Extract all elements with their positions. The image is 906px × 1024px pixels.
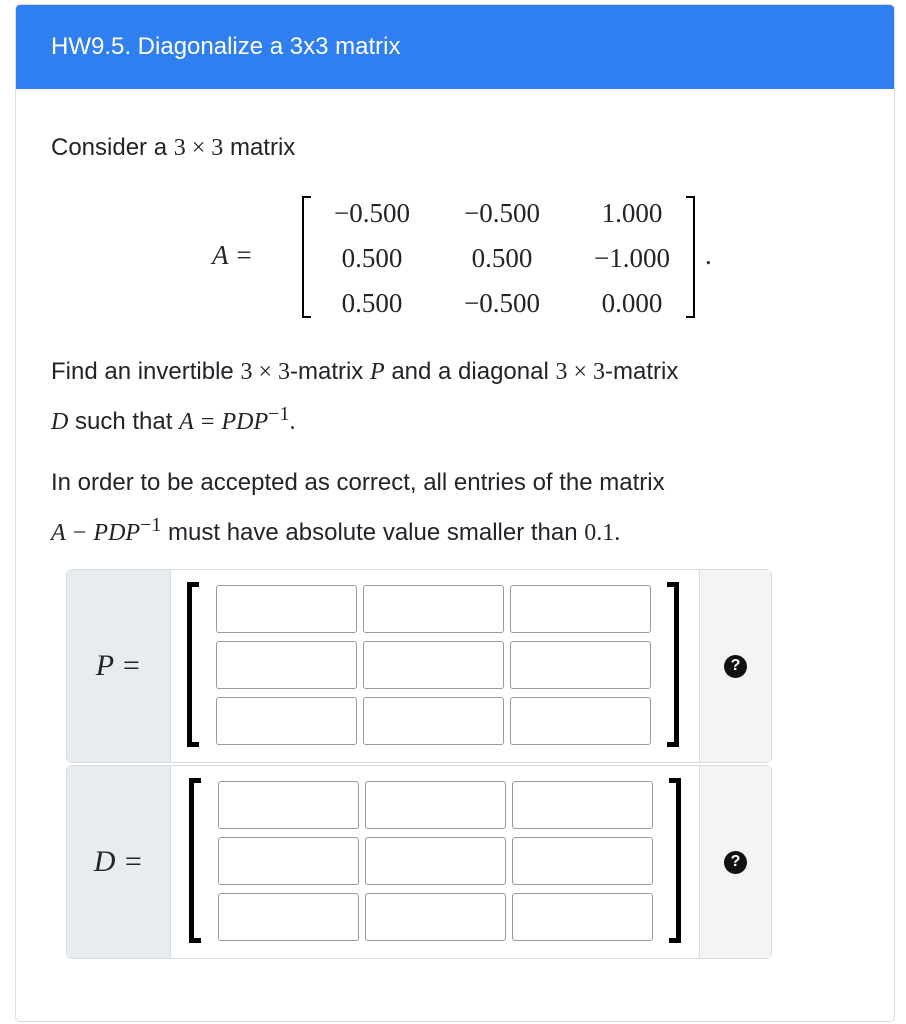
- answer-P-cell-2-2[interactable]: [363, 641, 504, 689]
- matrix-A-cell: −1.000: [594, 243, 670, 273]
- answer-P-label: P =: [67, 570, 171, 762]
- answer-D-cell-2-3[interactable]: [512, 837, 653, 885]
- question-title: HW9.5. Diagonalize a 3x3 matrix: [51, 33, 401, 60]
- answer-P-cell-3-3[interactable]: [510, 697, 651, 745]
- answer-D-help: [699, 766, 771, 958]
- answer-P-cell-2-3[interactable]: [510, 641, 651, 689]
- matrix-A-cell: 1.000: [601, 198, 663, 228]
- answer-P-cell-1-1[interactable]: [216, 585, 357, 633]
- answer-D-cell-2-2[interactable]: [365, 837, 506, 885]
- answer-P-cell-1-3[interactable]: [510, 585, 651, 633]
- matrix-A-cell: 0.500: [341, 243, 403, 273]
- right-bracket: [667, 582, 679, 747]
- answer-D-cell-2-1[interactable]: [218, 837, 359, 885]
- answer-D-group: [66, 765, 772, 959]
- help-icon[interactable]: ?: [724, 851, 747, 874]
- matrix-A-cell: 0.500: [471, 243, 533, 273]
- matrix-period: .: [705, 240, 712, 270]
- answer-D-cell-1-3[interactable]: [512, 781, 653, 829]
- answer-P-group: [66, 569, 772, 763]
- left-bracket: [189, 778, 201, 943]
- answer-P-cell-1-2[interactable]: [363, 585, 504, 633]
- answer-D-cell-1-2[interactable]: [365, 781, 506, 829]
- answer-D-cell-1-1[interactable]: [218, 781, 359, 829]
- matrix-A-cell: 0.000: [601, 288, 663, 318]
- matrix-A-cell: −0.500: [464, 198, 540, 228]
- question-card: [15, 4, 895, 1022]
- card-header: [16, 5, 894, 89]
- matrix-A-cell: 0.500: [341, 288, 403, 318]
- matrix-A-cell: −0.500: [334, 198, 410, 228]
- right-bracket: [686, 196, 695, 318]
- answer-P-cell-3-1[interactable]: [216, 697, 357, 745]
- find-paragraph: Find an invertible 3 × 3-matrix P and a diagonal 3 × 3-matrix D such that $A = PDP^{-1}$.: [51, 358, 679, 435]
- left-bracket: [187, 582, 199, 747]
- intro-paragraph: Consider a 3 × 3 matrix: [51, 134, 296, 161]
- matrix-A-label: A =: [212, 240, 253, 270]
- right-bracket: [669, 778, 681, 943]
- answer-P-cell-3-2[interactable]: [363, 697, 504, 745]
- help-icon[interactable]: ?: [724, 655, 747, 678]
- answer-D-cell-3-3[interactable]: [512, 893, 653, 941]
- answer-P-cell-2-1[interactable]: [216, 641, 357, 689]
- answer-D-cell-3-1[interactable]: [218, 893, 359, 941]
- matrix-A-cell: −0.500: [464, 288, 540, 318]
- answer-P-help: [699, 570, 771, 762]
- condition-paragraph: In order to be accepted as correct, all entries of the matrix $A - PDP^{-1}$ must have absolute value smaller than 0.1.: [51, 469, 665, 546]
- answer-D-cell-3-2[interactable]: [365, 893, 506, 941]
- answer-D-label: D =: [67, 766, 171, 958]
